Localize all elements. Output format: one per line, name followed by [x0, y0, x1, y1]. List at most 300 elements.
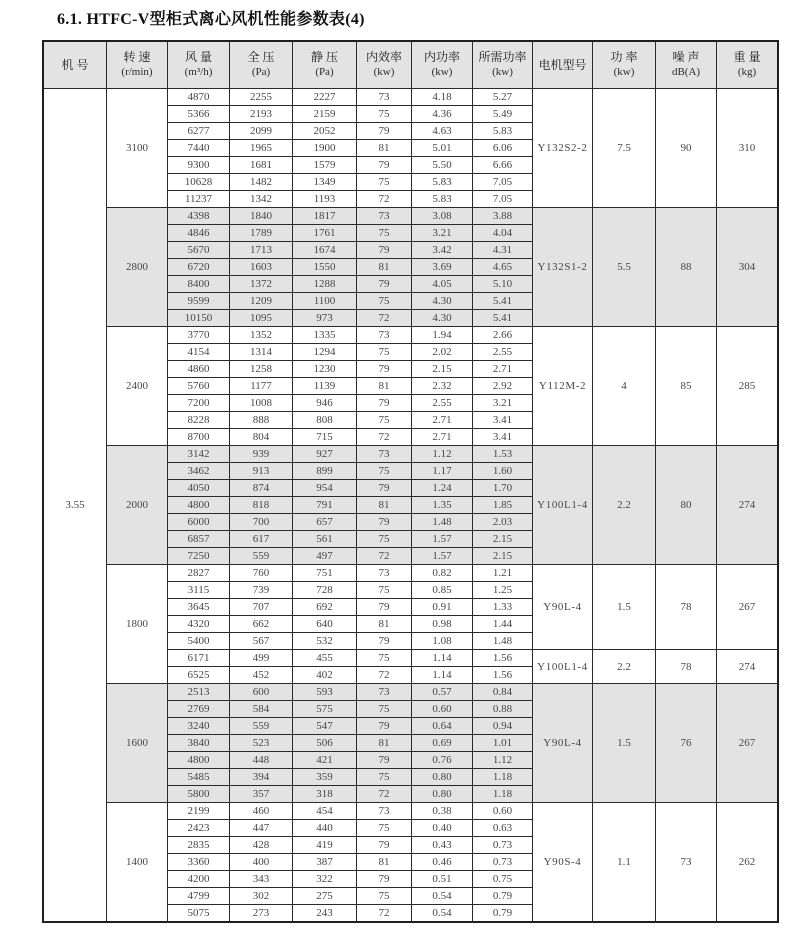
efficiency-cell: 79: [357, 871, 412, 888]
motor-model-cell: Y132S1-2: [533, 208, 593, 327]
total-pressure-cell: 567: [230, 633, 293, 650]
motor-model-cell: Y132S2-2: [533, 89, 593, 208]
table-row: [43, 327, 778, 344]
total-pressure-cell: 1314: [230, 344, 293, 361]
internal-power-cell: 0.46: [412, 854, 473, 871]
speed-cell: 1600: [107, 684, 168, 803]
noise-cell: 73: [656, 803, 717, 923]
air-volume-cell: 4320: [168, 616, 230, 633]
column-header-unit: (Pa): [251, 66, 271, 78]
column-header-label: 所需功率: [478, 50, 527, 64]
noise-cell: 80: [656, 446, 717, 565]
air-volume-cell: 4860: [168, 361, 230, 378]
internal-power-cell: 0.64: [412, 718, 473, 735]
total-pressure-cell: 760: [230, 565, 293, 582]
speed-cell: 3100: [107, 89, 168, 208]
total-pressure-cell: 1352: [230, 327, 293, 344]
internal-power-cell: 0.85: [412, 582, 473, 599]
required-power-cell: 1.70: [473, 480, 533, 497]
static-pressure-cell: 1193: [293, 191, 357, 208]
column-header: [533, 41, 593, 89]
total-pressure-cell: 452: [230, 667, 293, 684]
internal-power-cell: 3.08: [412, 208, 473, 225]
motor-power-cell: 5.5: [593, 208, 656, 327]
header-row: [43, 41, 778, 89]
efficiency-cell: 81: [357, 378, 412, 395]
noise-cell: 85: [656, 327, 717, 446]
total-pressure-cell: 700: [230, 514, 293, 531]
required-power-cell: 1.18: [473, 769, 533, 786]
air-volume-cell: 7200: [168, 395, 230, 412]
efficiency-cell: 72: [357, 667, 412, 684]
total-pressure-cell: 343: [230, 871, 293, 888]
column-header: [593, 41, 656, 89]
total-pressure-cell: 1840: [230, 208, 293, 225]
internal-power-cell: 0.40: [412, 820, 473, 837]
column-header: [717, 41, 779, 89]
efficiency-cell: 79: [357, 480, 412, 497]
air-volume-cell: 5760: [168, 378, 230, 395]
efficiency-cell: 79: [357, 718, 412, 735]
speed-cell: 2400: [107, 327, 168, 446]
total-pressure-cell: 1209: [230, 293, 293, 310]
air-volume-cell: 3462: [168, 463, 230, 480]
static-pressure-cell: 1230: [293, 361, 357, 378]
required-power-cell: 7.05: [473, 174, 533, 191]
static-pressure-cell: 640: [293, 616, 357, 633]
required-power-cell: 3.41: [473, 412, 533, 429]
required-power-cell: 3.41: [473, 429, 533, 446]
static-pressure-cell: 359: [293, 769, 357, 786]
static-pressure-cell: 946: [293, 395, 357, 412]
air-volume-cell: 3115: [168, 582, 230, 599]
noise-cell: 76: [656, 684, 717, 803]
total-pressure-cell: 2255: [230, 89, 293, 106]
efficiency-cell: 72: [357, 191, 412, 208]
air-volume-cell: 9599: [168, 293, 230, 310]
required-power-cell: 5.10: [473, 276, 533, 293]
internal-power-cell: 0.54: [412, 888, 473, 905]
column-header-label: 全 压: [247, 50, 275, 64]
internal-power-cell: 0.82: [412, 565, 473, 582]
required-power-cell: 1.56: [473, 650, 533, 667]
internal-power-cell: 2.15: [412, 361, 473, 378]
motor-power-cell: 1.5: [593, 684, 656, 803]
air-volume-cell: 10150: [168, 310, 230, 327]
internal-power-cell: 0.69: [412, 735, 473, 752]
static-pressure-cell: 808: [293, 412, 357, 429]
air-volume-cell: 3360: [168, 854, 230, 871]
static-pressure-cell: 927: [293, 446, 357, 463]
air-volume-cell: 5670: [168, 242, 230, 259]
total-pressure-cell: 302: [230, 888, 293, 905]
air-volume-cell: 8228: [168, 412, 230, 429]
static-pressure-cell: 440: [293, 820, 357, 837]
static-pressure-cell: 454: [293, 803, 357, 820]
total-pressure-cell: 1095: [230, 310, 293, 327]
required-power-cell: 0.75: [473, 871, 533, 888]
required-power-cell: 4.31: [473, 242, 533, 259]
efficiency-cell: 73: [357, 684, 412, 701]
column-header-unit: dB(A): [671, 66, 701, 78]
required-power-cell: 5.27: [473, 89, 533, 106]
total-pressure-cell: 1342: [230, 191, 293, 208]
total-pressure-cell: 2193: [230, 106, 293, 123]
total-pressure-cell: 1789: [230, 225, 293, 242]
internal-power-cell: 0.91: [412, 599, 473, 616]
speed-cell: 1400: [107, 803, 168, 923]
internal-power-cell: 3.21: [412, 225, 473, 242]
total-pressure-cell: 804: [230, 429, 293, 446]
column-header-label: 内功率: [423, 50, 460, 64]
air-volume-cell: 3240: [168, 718, 230, 735]
motor-model-cell: Y90S-4: [533, 803, 593, 923]
required-power-cell: 5.49: [473, 106, 533, 123]
total-pressure-cell: 600: [230, 684, 293, 701]
air-volume-cell: 3645: [168, 599, 230, 616]
total-pressure-cell: 448: [230, 752, 293, 769]
static-pressure-cell: 692: [293, 599, 357, 616]
efficiency-cell: 73: [357, 803, 412, 820]
air-volume-cell: 2827: [168, 565, 230, 582]
air-volume-cell: 6171: [168, 650, 230, 667]
total-pressure-cell: 1681: [230, 157, 293, 174]
required-power-cell: 1.21: [473, 565, 533, 582]
required-power-cell: 0.88: [473, 701, 533, 718]
required-power-cell: 1.01: [473, 735, 533, 752]
column-header-label: 静 压: [310, 50, 338, 64]
column-header: [357, 41, 412, 89]
weight-cell: 285: [717, 327, 779, 446]
table-row: [43, 208, 778, 225]
column-header-unit: (kw): [431, 66, 453, 78]
efficiency-cell: 75: [357, 106, 412, 123]
air-volume-cell: 4800: [168, 752, 230, 769]
static-pressure-cell: 1288: [293, 276, 357, 293]
internal-power-cell: 0.60: [412, 701, 473, 718]
static-pressure-cell: 532: [293, 633, 357, 650]
internal-power-cell: 1.35: [412, 497, 473, 514]
static-pressure-cell: 1674: [293, 242, 357, 259]
efficiency-cell: 79: [357, 361, 412, 378]
required-power-cell: 2.03: [473, 514, 533, 531]
efficiency-cell: 81: [357, 616, 412, 633]
required-power-cell: 2.15: [473, 548, 533, 565]
required-power-cell: 3.88: [473, 208, 533, 225]
total-pressure-cell: 394: [230, 769, 293, 786]
column-header: [473, 41, 533, 89]
total-pressure-cell: 1482: [230, 174, 293, 191]
efficiency-cell: 81: [357, 497, 412, 514]
table-row: [43, 89, 778, 106]
required-power-cell: 2.15: [473, 531, 533, 548]
required-power-cell: 0.84: [473, 684, 533, 701]
weight-cell: 304: [717, 208, 779, 327]
efficiency-cell: 75: [357, 701, 412, 718]
table-header: [43, 41, 778, 89]
air-volume-cell: 7440: [168, 140, 230, 157]
required-power-cell: 1.33: [473, 599, 533, 616]
efficiency-cell: 79: [357, 123, 412, 140]
efficiency-cell: 72: [357, 548, 412, 565]
efficiency-cell: 75: [357, 582, 412, 599]
internal-power-cell: 0.57: [412, 684, 473, 701]
static-pressure-cell: 899: [293, 463, 357, 480]
required-power-cell: 2.71: [473, 361, 533, 378]
static-pressure-cell: 1761: [293, 225, 357, 242]
internal-power-cell: 4.36: [412, 106, 473, 123]
total-pressure-cell: 2099: [230, 123, 293, 140]
efficiency-cell: 73: [357, 327, 412, 344]
motor-power-cell: 1.5: [593, 565, 656, 650]
static-pressure-cell: 1900: [293, 140, 357, 157]
internal-power-cell: 4.63: [412, 123, 473, 140]
internal-power-cell: 0.51: [412, 871, 473, 888]
total-pressure-cell: 913: [230, 463, 293, 480]
column-header: [107, 41, 168, 89]
column-header-label: 电机型号: [538, 57, 587, 72]
column-header-unit: (r/min): [121, 66, 153, 78]
static-pressure-cell: 715: [293, 429, 357, 446]
static-pressure-cell: 728: [293, 582, 357, 599]
required-power-cell: 3.21: [473, 395, 533, 412]
air-volume-cell: 5800: [168, 786, 230, 803]
internal-power-cell: 0.38: [412, 803, 473, 820]
air-volume-cell: 4398: [168, 208, 230, 225]
table-row: [43, 446, 778, 463]
speed-cell: 1800: [107, 565, 168, 684]
efficiency-cell: 81: [357, 735, 412, 752]
air-volume-cell: 3840: [168, 735, 230, 752]
weight-cell: 267: [717, 684, 779, 803]
required-power-cell: 0.60: [473, 803, 533, 820]
internal-power-cell: 1.14: [412, 667, 473, 684]
efficiency-cell: 72: [357, 429, 412, 446]
internal-power-cell: 3.42: [412, 242, 473, 259]
total-pressure-cell: 662: [230, 616, 293, 633]
air-volume-cell: 4154: [168, 344, 230, 361]
internal-power-cell: 0.98: [412, 616, 473, 633]
internal-power-cell: 2.02: [412, 344, 473, 361]
machine-no-cell: 3.55: [43, 89, 107, 923]
internal-power-cell: 3.69: [412, 259, 473, 276]
motor-power-cell: 1.1: [593, 803, 656, 923]
weight-cell: 267: [717, 565, 779, 650]
efficiency-cell: 81: [357, 140, 412, 157]
internal-power-cell: 4.05: [412, 276, 473, 293]
total-pressure-cell: 1372: [230, 276, 293, 293]
required-power-cell: 1.25: [473, 582, 533, 599]
air-volume-cell: 2835: [168, 837, 230, 854]
required-power-cell: 6.66: [473, 157, 533, 174]
internal-power-cell: 1.14: [412, 650, 473, 667]
static-pressure-cell: 1817: [293, 208, 357, 225]
noise-cell: 88: [656, 208, 717, 327]
total-pressure-cell: 888: [230, 412, 293, 429]
total-pressure-cell: 1177: [230, 378, 293, 395]
speed-cell: 2800: [107, 208, 168, 327]
internal-power-cell: 2.71: [412, 429, 473, 446]
required-power-cell: 6.06: [473, 140, 533, 157]
efficiency-cell: 79: [357, 837, 412, 854]
table-row: [43, 803, 778, 820]
efficiency-cell: 79: [357, 599, 412, 616]
total-pressure-cell: 584: [230, 701, 293, 718]
column-header-label: 重 量: [733, 50, 761, 64]
required-power-cell: 1.44: [473, 616, 533, 633]
air-volume-cell: 4050: [168, 480, 230, 497]
motor-power-cell: 2.2: [593, 446, 656, 565]
static-pressure-cell: 2227: [293, 89, 357, 106]
column-header-unit: (kw): [613, 66, 635, 78]
static-pressure-cell: 1335: [293, 327, 357, 344]
air-volume-cell: 2199: [168, 803, 230, 820]
static-pressure-cell: 791: [293, 497, 357, 514]
column-header-label: 风 量: [184, 50, 212, 64]
static-pressure-cell: 402: [293, 667, 357, 684]
motor-model-cell: Y112M-2: [533, 327, 593, 446]
air-volume-cell: 5400: [168, 633, 230, 650]
static-pressure-cell: 657: [293, 514, 357, 531]
efficiency-cell: 79: [357, 752, 412, 769]
efficiency-cell: 73: [357, 565, 412, 582]
motor-model-cell: Y100L1-4: [533, 650, 593, 684]
internal-power-cell: 1.57: [412, 548, 473, 565]
total-pressure-cell: 739: [230, 582, 293, 599]
total-pressure-cell: 400: [230, 854, 293, 871]
required-power-cell: 7.05: [473, 191, 533, 208]
air-volume-cell: 6720: [168, 259, 230, 276]
required-power-cell: 1.85: [473, 497, 533, 514]
air-volume-cell: 8700: [168, 429, 230, 446]
required-power-cell: 0.94: [473, 718, 533, 735]
air-volume-cell: 11237: [168, 191, 230, 208]
efficiency-cell: 79: [357, 395, 412, 412]
efficiency-cell: 75: [357, 293, 412, 310]
column-header-unit: (m³/h): [184, 66, 213, 78]
static-pressure-cell: 575: [293, 701, 357, 718]
internal-power-cell: 5.50: [412, 157, 473, 174]
required-power-cell: 1.60: [473, 463, 533, 480]
total-pressure-cell: 499: [230, 650, 293, 667]
air-volume-cell: 6525: [168, 667, 230, 684]
air-volume-cell: 9300: [168, 157, 230, 174]
required-power-cell: 4.65: [473, 259, 533, 276]
air-volume-cell: 5485: [168, 769, 230, 786]
air-volume-cell: 4800: [168, 497, 230, 514]
static-pressure-cell: 275: [293, 888, 357, 905]
internal-power-cell: 0.54: [412, 905, 473, 923]
column-header-label: 功 率: [610, 50, 638, 64]
total-pressure-cell: 1965: [230, 140, 293, 157]
internal-power-cell: 1.17: [412, 463, 473, 480]
internal-power-cell: 2.55: [412, 395, 473, 412]
air-volume-cell: 6000: [168, 514, 230, 531]
air-volume-cell: 4200: [168, 871, 230, 888]
internal-power-cell: 0.43: [412, 837, 473, 854]
efficiency-cell: 79: [357, 242, 412, 259]
speed-cell: 2000: [107, 446, 168, 565]
static-pressure-cell: 2159: [293, 106, 357, 123]
total-pressure-cell: 460: [230, 803, 293, 820]
air-volume-cell: 6857: [168, 531, 230, 548]
total-pressure-cell: 818: [230, 497, 293, 514]
static-pressure-cell: 243: [293, 905, 357, 923]
efficiency-cell: 75: [357, 225, 412, 242]
required-power-cell: 4.04: [473, 225, 533, 242]
required-power-cell: 5.41: [473, 310, 533, 327]
column-header-label: 转 速: [123, 50, 151, 64]
efficiency-cell: 73: [357, 446, 412, 463]
internal-power-cell: 1.94: [412, 327, 473, 344]
internal-power-cell: 4.18: [412, 89, 473, 106]
static-pressure-cell: 497: [293, 548, 357, 565]
internal-power-cell: 0.80: [412, 786, 473, 803]
air-volume-cell: 2513: [168, 684, 230, 701]
static-pressure-cell: 1550: [293, 259, 357, 276]
column-header: [293, 41, 357, 89]
internal-power-cell: 1.12: [412, 446, 473, 463]
required-power-cell: 1.12: [473, 752, 533, 769]
static-pressure-cell: 547: [293, 718, 357, 735]
efficiency-cell: 72: [357, 310, 412, 327]
efficiency-cell: 72: [357, 905, 412, 923]
efficiency-cell: 75: [357, 174, 412, 191]
static-pressure-cell: 318: [293, 786, 357, 803]
page-title: 6.1. HTFC-V型柜式离心风机性能参数表(4): [57, 11, 365, 28]
column-header: [412, 41, 473, 89]
efficiency-cell: 81: [357, 259, 412, 276]
efficiency-cell: 79: [357, 633, 412, 650]
internal-power-cell: 4.30: [412, 310, 473, 327]
required-power-cell: 1.53: [473, 446, 533, 463]
internal-power-cell: 5.83: [412, 191, 473, 208]
efficiency-cell: 75: [357, 769, 412, 786]
air-volume-cell: 3770: [168, 327, 230, 344]
table-row: [43, 684, 778, 701]
required-power-cell: 2.66: [473, 327, 533, 344]
required-power-cell: 2.92: [473, 378, 533, 395]
internal-power-cell: 2.32: [412, 378, 473, 395]
static-pressure-cell: 455: [293, 650, 357, 667]
static-pressure-cell: 1349: [293, 174, 357, 191]
total-pressure-cell: 273: [230, 905, 293, 923]
required-power-cell: 0.63: [473, 820, 533, 837]
required-power-cell: 1.18: [473, 786, 533, 803]
total-pressure-cell: 1258: [230, 361, 293, 378]
column-header-unit: (kw): [373, 66, 395, 78]
efficiency-cell: 73: [357, 208, 412, 225]
total-pressure-cell: 559: [230, 548, 293, 565]
total-pressure-cell: 939: [230, 446, 293, 463]
column-header-unit: (kw): [492, 66, 513, 78]
internal-power-cell: 5.83: [412, 174, 473, 191]
column-header-label: 机 号: [61, 57, 89, 72]
noise-cell: 90: [656, 89, 717, 208]
static-pressure-cell: 1100: [293, 293, 357, 310]
static-pressure-cell: 973: [293, 310, 357, 327]
weight-cell: 274: [717, 650, 779, 684]
internal-power-cell: 4.30: [412, 293, 473, 310]
internal-power-cell: 0.80: [412, 769, 473, 786]
efficiency-cell: 75: [357, 820, 412, 837]
table-container: [42, 40, 779, 923]
air-volume-cell: 4799: [168, 888, 230, 905]
air-volume-cell: 2769: [168, 701, 230, 718]
internal-power-cell: 1.57: [412, 531, 473, 548]
required-power-cell: 1.56: [473, 667, 533, 684]
air-volume-cell: 5075: [168, 905, 230, 923]
